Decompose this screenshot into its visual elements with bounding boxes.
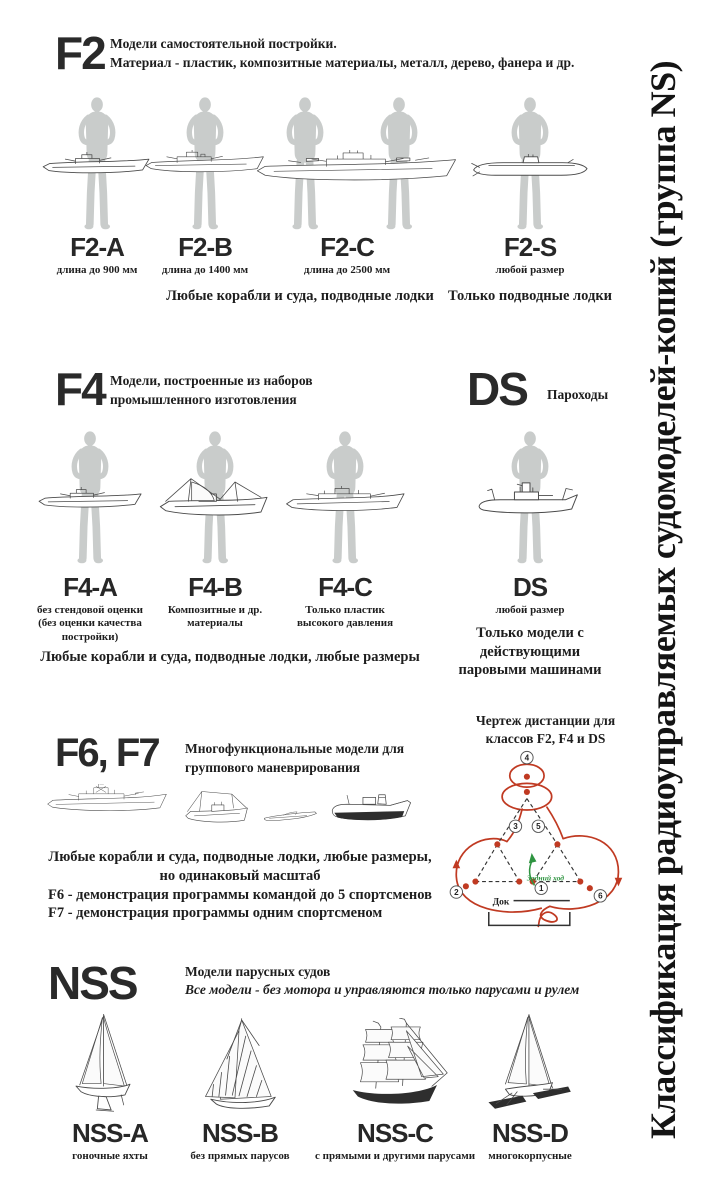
f67-description — [185, 740, 455, 778]
dock-label: Док — [492, 897, 510, 908]
f2-desc-line2: Материал - пластик, композитные материалы, металл, дерево, фанера и др. — [110, 54, 575, 70]
f4-description — [110, 372, 440, 410]
class-code: F2-S — [503, 232, 557, 262]
class-caption: длина до 900 мм — [56, 264, 138, 277]
class-caption: любой размер — [495, 604, 565, 617]
person-silhouette — [289, 97, 320, 229]
ds-heading: DS — [467, 363, 527, 415]
class-caption: без стендовой оценки (без оценки качества постройки) — [37, 604, 143, 643]
figure-f4c — [283, 428, 407, 568]
class-code: NSS-C — [357, 1118, 433, 1148]
course-connector-right — [547, 807, 563, 838]
class-code: F2-A — [70, 232, 124, 262]
svg-text:4: 4 — [524, 753, 530, 763]
class-caption: без прямых парусов — [190, 1150, 290, 1163]
vertical-page-title: Классификация радиоуправляемых судомоделей-копий (группа NS) — [643, 60, 683, 1140]
f67-desc-line2: группового маневрирования — [185, 759, 361, 775]
buoy-number-6 — [594, 890, 606, 902]
nss-heading: NSS — [48, 957, 137, 1009]
class-code: F4-C — [318, 572, 372, 602]
f67-note: Любые корабли и суда, подводные лодки, любые размеры, но одинаковый масштаб — [48, 849, 432, 884]
f4-note: Любые корабли и суда, подводные лодки, любые размеры — [40, 649, 420, 665]
buoy-number-1 — [535, 882, 547, 894]
class-code: F4-A — [63, 572, 117, 602]
f2-class-b — [125, 234, 285, 277]
svg-text:6: 6 — [598, 891, 603, 901]
nss-desc-line1: Модели парусных судов — [185, 964, 331, 979]
class-code: F2-B — [178, 232, 232, 262]
class-code: F4-B — [188, 572, 242, 602]
class-code: NSS-B — [202, 1118, 278, 1148]
svg-text:3: 3 — [513, 822, 518, 832]
ds-class — [450, 574, 610, 617]
svg-text:5: 5 — [536, 822, 541, 832]
figure-f4a — [30, 428, 150, 568]
submarine-drawing — [472, 154, 587, 176]
class-caption: любой размер — [495, 264, 565, 277]
class-code: NSS-A — [72, 1118, 148, 1148]
f6-trawler-drawing — [182, 788, 252, 828]
f2-class-c — [267, 234, 427, 277]
svg-text:1: 1 — [538, 884, 544, 894]
dashed-triangle-left — [475, 844, 519, 881]
buoy-number-5 — [532, 820, 544, 832]
reverse-arrowhead — [529, 853, 537, 863]
f2-desc-line1: Модели самостоятельной постройки. — [110, 36, 337, 51]
buoy-number-4 — [521, 751, 533, 763]
class-caption: многокорпусные — [488, 1150, 572, 1163]
course-right-loop — [550, 836, 619, 909]
f4-desc-line2: промышленного изготовления — [110, 391, 297, 407]
nss-desc-line2: Все модели - без мотора и управляются только парусами и рулем — [185, 981, 580, 997]
battleship-drawing — [257, 150, 455, 180]
course-diagram — [443, 744, 648, 939]
f2-heading: F2 — [55, 27, 105, 79]
reverse-label: Задний ход — [526, 873, 565, 883]
gaff-sail-yacht-drawing — [192, 1016, 286, 1118]
f67-heading: F6, F7 — [55, 731, 159, 775]
figure-f2b — [143, 94, 267, 234]
f4-desc-line1: Модели, построенные из наборов — [110, 373, 313, 388]
ds-description: Пароходы — [547, 387, 609, 402]
f7-rule: F7 - демонстрация программы одним спортсменом — [48, 905, 383, 921]
class-code: F2-C — [320, 232, 374, 262]
trimaran-drawing — [478, 1012, 576, 1118]
class-caption: Только пластик высокого давления — [296, 604, 394, 630]
f4-class-c — [265, 574, 425, 631]
class-caption: длина до 2500 мм — [303, 264, 391, 277]
f4-heading: F4 — [55, 363, 105, 415]
figure-f2c — [252, 92, 462, 234]
figure-f2s — [465, 94, 595, 234]
steamboat-drawing — [479, 483, 577, 513]
class-caption: гоночные яхты — [72, 1150, 148, 1163]
class-code: NSS-D — [492, 1118, 568, 1148]
square-rigged-ship-drawing — [336, 1018, 448, 1115]
f6-speedboat-drawing — [262, 808, 318, 824]
class-caption: длина до 1400 мм — [161, 264, 249, 277]
course-diagram-title: Чертеж дистанции для классов F2, F4 и DS — [475, 713, 616, 746]
racing-yacht-drawing — [62, 1012, 144, 1120]
f2-note-submarines: Только подводные лодки — [447, 288, 613, 304]
nss-class-d — [450, 1120, 610, 1163]
f2-class-s — [450, 234, 610, 277]
f6-warship-drawing — [44, 784, 170, 815]
buoy-number-2 — [450, 886, 462, 898]
class-code: DS — [512, 572, 548, 602]
figure-f2a — [37, 94, 157, 234]
f2-note-main: Любые корабли и суда, подводные лодки — [166, 288, 434, 304]
nss-description — [185, 963, 645, 998]
f67-desc-line1: Многофункциональные модели для — [185, 741, 405, 756]
buoy-number-3 — [509, 820, 521, 832]
svg-text:2: 2 — [454, 887, 459, 897]
f6-tugboat-drawing — [328, 792, 418, 825]
class-caption: с прямыми и другими парусами — [314, 1150, 476, 1163]
class-caption: Композитные и др. материалы — [167, 604, 263, 630]
course-dock-entry — [538, 906, 557, 926]
figure-f4b — [153, 426, 277, 568]
f2-description — [110, 35, 630, 73]
ds-note: Только модели с действующими паровыми машинами — [458, 625, 602, 679]
figure-ds — [463, 428, 597, 568]
f6-rule: F6 - демонстрация программы командой до 5 спортсменов — [48, 887, 432, 903]
